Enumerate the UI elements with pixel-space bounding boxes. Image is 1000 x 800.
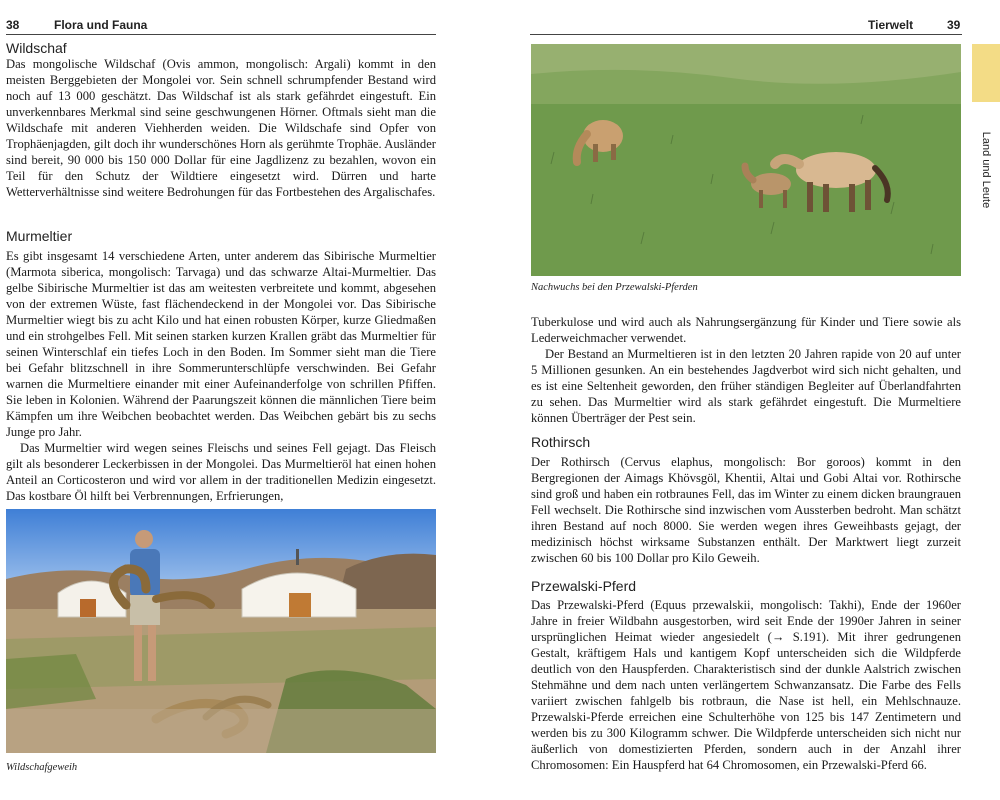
heading-wildschaf: Wildschaf bbox=[6, 40, 67, 56]
right-page bbox=[500, 0, 1000, 800]
header-rule-left bbox=[6, 34, 436, 35]
heading-rothirsch: Rothirsch bbox=[531, 434, 591, 450]
text-przewalski bbox=[531, 597, 961, 773]
paragraph-murmeltier-bestand: Der Bestand an Murmeltieren ist in den letzten 20 Jahren rapide von 20 auf unter 5 Millionen gesunken. An ein bestehendes Jagdverbot wird sich nicht gehalten, und es ist eine Seltenheit geworden, den früher ständigen Begleiter auf Überlandfahrten zu sehen. Das Murmeltier wird als stark gefährdet eingestuft. Die Murmeltiere können Überträger der Pest sein. bbox=[531, 347, 961, 425]
heading-przewalski: Przewalski-Pferd bbox=[531, 578, 637, 594]
photo-przewalski-illustration bbox=[531, 44, 961, 276]
caption-przewalski: Nachwuchs bei den Przewalski-Pferden bbox=[531, 282, 698, 293]
heading-murmeltier: Murmeltier bbox=[6, 228, 73, 244]
header-rule-right bbox=[530, 34, 962, 35]
text-rothirsch bbox=[531, 454, 961, 566]
text-continued bbox=[531, 314, 961, 426]
paragraph-wildschaf: Das mongolische Wildschaf (Ovis ammon, mongolisch: Argali) kommt in den meisten Berggebieten der Mongolei vor. Sein schnell schrumpfender Bestand wird noch auf 13 000 geschätzt. Das Wildschaf ist als stark gefährdet eingestuft. Ein unverkennbares Merkmal sind seine geschwungenen Hörner. Oftmals sieht man die Wildschafe mit anderen Viehherden weiden. Die Wildschafe sind Opfer von Trophäenjagden, gilt doch ihr wunderschönes Horn als gerühmte Trophäe. Ausländer sind bereit, 90 000 bis 150 000 Dollar für eine Jagdlizenz zu bezahlen, wovon ein Teil für den Schutz der Wildtiere eingesetzt wird. Dürren und harte Wetterverhältnisse sind weitere Bedrohungen für das Fortbestehen des Argalischafes. bbox=[6, 57, 436, 199]
text-murmeltier bbox=[6, 248, 436, 504]
page-number-right: 39 bbox=[947, 18, 961, 32]
caption-wildschafgeweih: Wildschafgeweih bbox=[6, 762, 78, 773]
page-number-left: 38 bbox=[6, 18, 20, 32]
chapter-tab bbox=[972, 44, 1000, 102]
photo-przewalski-pferde bbox=[531, 44, 961, 276]
photo-wildschafgeweih bbox=[6, 509, 436, 753]
photo-wildschafgeweih-illustration bbox=[6, 509, 436, 753]
paragraph-murmeltier-2: Das Murmeltier wird wegen seines Fleischs und seines Fell gejagt. Das Fleisch gilt als besonderer Leckerbissen in der Mongolei. Das Murmeltieröl hat einen hohen Anteil an Corticosteron und wird vor allem in der traditionellen Medizin eingesetzt. Das kostbare Öl hilft bei Verbrennungen, Erfrierungen, bbox=[6, 441, 436, 503]
paragraph-continued: Tuberkulose und wird auch als Nahrungsergänzung für Kinder und Tiere sowie als Lederweichmacher verwendet. bbox=[531, 315, 961, 345]
text-wildschaf bbox=[6, 56, 436, 200]
paragraph-rothirsch: Der Rothirsch (Cervus elaphus, mongolisch: Bor goroos) kommt in den Bergregionen der Aimags Khövsgöl, Khentii, Altai und Gobi Altai vor. Rothirsche sind groß und haben ein rotbraunes Fell, das im Winter zu einem dicken braungrauen Fell wechselt. Die Rothirsche sind inzwischen vom Aussterben bedroht. Man schätzt ihren Bestand auf noch 8000. Sie werden wegen ihres Geweihbasts gejagt, der medizinisch höchst wirksame Substanzen enthält. Der Marktwert liegt zurzeit zwischen 60 bis 100 Dollar pro Kilo Geweih. bbox=[531, 455, 961, 565]
paragraph-murmeltier-1: Es gibt insgesamt 14 verschiedene Arten, unter anderem das Sibirische Murmeltier (Marmota siberica, mongolisch: Tarvaga) und das schwarze Altai-Murmeltier. Das gelbe Sibirische Murmeltier ist das am weitesten verbreitete und kommt, abgesehen von der extremen Wüste, fast flächendeckend in der Mongolei vor. Das Sibirische Murmeltier wiegt bis zu acht Kilo und hat einen robusten Körper, kurze Gliedmaßen und ein strohgelbes Fell. Mit seinen starken kurzen Krallen gräbt das Murmeltier für seinen Winterschlaf ein tiefes Loch in den Boden. Im Sommer sieht man die Tiere bei Gefahr blitzschnell in ihre Sommerunterschlüpfe verschwinden. Bei Gefahr warnen die Murmeltiere einander mit einer Aufeinanderfolge von schrillen Pfiffen. Sie leben in Kolonien. Während der Paarungszeit können die männlichen Tiere beim Kämpfen um ihre Weibchen beobachtet werden. Das Weibchen gebärt bis zu sechs Junge pro Jahr. bbox=[6, 249, 436, 439]
paragraph-przewalski: Das Przewalski-Pferd (Equus przewalskii, mongolisch: Takhi), Ende der 1960er Jahre in freier Wildbahn ausgestorben, wird seit Ende der 1990er Jahren in seiner ursprünglichen Heimat wieder angesiedelt (→ S.191). Mit ihrer gedrungenen Gestalt, kräftigem Hals und kantigem Kopf unterscheiden sich die Wildpferde deutlich von den Hauspferden. Charakteristisch sind der dunkle Aalstrich zwischen Stehmähne und dem nach unten verlängertem Schwanzansatz. Die Farbe des Fells variiert zwischen fahlgelb bis rotbraun, die Nase ist hell, ein Mehlschnauze. Przewalski-Pferde erreichen eine Schulterhöhe von 125 bis 147 Zentimetern und werden bis zu 300 Kilogramm schwer. Die Wildpferde unterscheiden sich nicht nur äußerlich von domestizierten Pferden, sondern auch in der Anzahl ihrer Chromosomen: Ein Hauspferd hat 64 Chromosomen, ein Przewalski-Pferd 66. bbox=[531, 598, 961, 772]
chapter-tab-label: Land und Leute bbox=[980, 131, 992, 209]
running-head-right: Tierwelt bbox=[868, 18, 914, 32]
running-head-left: Flora und Fauna bbox=[54, 18, 148, 32]
